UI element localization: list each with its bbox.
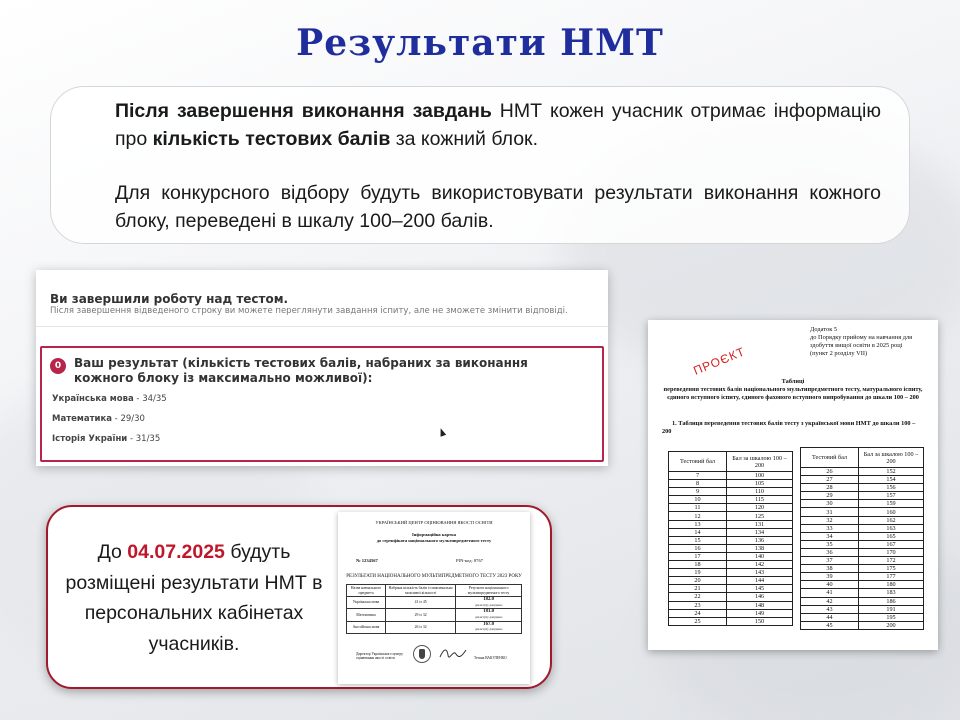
certificate-number: № 1234567 [356, 558, 378, 563]
table-row [801, 613, 924, 621]
table-row [347, 621, 522, 633]
cert-subject: Англійська мова [347, 621, 386, 633]
test-score-cell: 36 [801, 548, 859, 556]
table-row [801, 621, 924, 629]
table-row [669, 520, 793, 528]
col-scale-score: Бал за шкалою 100 – 200 [727, 452, 793, 472]
info-text-1: НМТ кожен учасник отримає інформацію про [115, 100, 881, 150]
test-score-cell: 27 [801, 476, 859, 484]
scale-score-cell: 145 [727, 585, 793, 593]
scale-score-cell: 157 [859, 492, 924, 500]
cert-col-subject: Назва навчального предмета [347, 585, 386, 597]
scale-score-cell: 160 [859, 508, 924, 516]
slide-title: Результати НМТ [296, 22, 664, 64]
certificate-pin: PIN-код: 8767 [456, 558, 484, 563]
certificate-table [346, 584, 522, 634]
test-score-cell: 43 [801, 605, 859, 613]
scale-score-cell: 159 [859, 500, 924, 508]
test-score-cell: 20 [669, 577, 727, 585]
scale-score-cell: 146 [727, 593, 793, 601]
callout-date: 04.07.2025 [127, 541, 225, 563]
test-score-cell: 45 [801, 621, 859, 629]
scale-score-cell: 143 [727, 569, 793, 577]
doc-subheading: 1. Таблиця переведення тестових балів тесту з української мови НМТ до шкали 100 – 200 [662, 420, 916, 435]
test-score-cell: 26 [801, 468, 859, 476]
callout-prefix: До [97, 541, 128, 563]
table-row [669, 496, 793, 504]
scale-score-cell: 138 [727, 544, 793, 552]
cert-subject: Українська мова [347, 597, 386, 609]
score-subject: Математика [52, 414, 112, 424]
test-score-cell: 23 [669, 601, 727, 609]
info-text-2: за кожний блок. [390, 128, 539, 150]
table-row [801, 581, 924, 589]
col-scale-score: Бал за шкалою 100 – 200 [859, 448, 924, 468]
scale-score-cell: 110 [727, 488, 793, 496]
test-score-cell: 9 [669, 488, 727, 496]
test-score-cell: 29 [801, 492, 859, 500]
cert-col-result: Результат національного мультипредметного тесту [456, 585, 522, 597]
table-row [347, 597, 522, 609]
doc-annex: Додаток 5 до Порядку прийому на навчання для здобуття вищої освіти в 2025 році (пункт 2 розділу VII) [810, 326, 913, 357]
test-score-cell: 19 [669, 569, 727, 577]
scale-score-cell: 200 [859, 621, 924, 629]
col-test-score: Тестовий бал [669, 452, 727, 472]
seal-icon [413, 645, 431, 663]
cert-points: 26 із 32 [386, 621, 456, 633]
table-row [347, 609, 522, 621]
cert-points: 29 із 32 [386, 609, 456, 621]
table-row [801, 532, 924, 540]
test-score-cell: 14 [669, 528, 727, 536]
score-row [52, 394, 167, 404]
result-badge: 0 [50, 358, 66, 374]
cert-col-points: Набрана кількість балів із максимально можливої кількості [386, 585, 456, 597]
table-row [669, 585, 793, 593]
table-row [669, 472, 793, 480]
test-score-cell: 44 [801, 613, 859, 621]
table-row [669, 593, 793, 601]
cert-points: 41 із 45 [386, 597, 456, 609]
scale-score-cell: 134 [727, 528, 793, 536]
table-row [669, 552, 793, 560]
test-score-cell: 35 [801, 540, 859, 548]
scale-score-cell: 131 [727, 520, 793, 528]
test-score-cell: 42 [801, 597, 859, 605]
table-row [801, 492, 924, 500]
cert-score: 182.0 [483, 597, 495, 603]
scale-score-cell: 195 [859, 613, 924, 621]
table-row [801, 605, 924, 613]
cert-score-cell [456, 609, 522, 621]
cert-note: для вступу допущено [474, 614, 503, 619]
certificate-org: УКРАЇНСЬКИЙ ЦЕНТР ОЦІНЮВАННЯ ЯКОСТІ ОСВІТИ [375, 520, 493, 525]
conversion-table-left [668, 451, 793, 626]
cert-score-cell [456, 597, 522, 609]
test-score-cell: 40 [801, 581, 859, 589]
cert-note: для вступу допущено [474, 602, 503, 607]
test-score-cell: 11 [669, 504, 727, 512]
table-row [801, 524, 924, 532]
test-score-cell: 32 [801, 516, 859, 524]
table-row [801, 540, 924, 548]
cert-score-cell [456, 621, 522, 633]
scale-score-cell: 167 [859, 540, 924, 548]
score-subject: Українська мова [52, 394, 134, 404]
cert-score: 181.0 [483, 609, 495, 615]
test-score-cell: 16 [669, 544, 727, 552]
table-row [669, 577, 793, 585]
table-row [669, 488, 793, 496]
table-row [669, 536, 793, 544]
test-score-cell: 37 [801, 557, 859, 565]
score-row [52, 414, 145, 424]
callout-suffix: будуть розміщені результати НМТ в персональних кабінетах учасників. [65, 541, 323, 655]
cert-score: 167.0 [483, 621, 495, 627]
table-row [669, 528, 793, 536]
info-bold-2: кількість тестових балів [152, 128, 391, 150]
mouse-cursor-icon [438, 427, 446, 437]
test-score-cell: 25 [669, 617, 727, 625]
scale-score-cell: 177 [859, 573, 924, 581]
table-row [801, 589, 924, 597]
scale-score-cell: 156 [859, 484, 924, 492]
scale-score-cell: 136 [727, 536, 793, 544]
test-score-cell: 17 [669, 552, 727, 560]
score-value: - 29/30 [111, 414, 145, 424]
table-row [669, 480, 793, 488]
table-row [801, 548, 924, 556]
scale-score-cell: 149 [727, 609, 793, 617]
test-score-cell: 41 [801, 589, 859, 597]
test-score-cell: 30 [801, 500, 859, 508]
col-test-score: Тестовий бал [801, 448, 859, 468]
test-score-cell: 10 [669, 496, 727, 504]
score-value: - 31/35 [127, 434, 161, 444]
test-score-cell: 15 [669, 536, 727, 544]
certificate-card-image [338, 512, 530, 684]
test-score-cell: 12 [669, 512, 727, 520]
test-score-cell: 22 [669, 593, 727, 601]
draft-stamp: ПРОЄКТ [691, 344, 748, 378]
scale-score-cell: 175 [859, 565, 924, 573]
score-row [52, 434, 160, 444]
test-score-cell: 38 [801, 565, 859, 573]
divider [36, 326, 608, 327]
conversion-table-document [648, 320, 938, 650]
table-row [669, 512, 793, 520]
table-row [669, 569, 793, 577]
score-subject: Історія України [52, 434, 128, 444]
scale-score-cell: 183 [859, 589, 924, 597]
certificate-signer-name: Тетяна ВАКУЛЕНКО [474, 656, 507, 660]
table-row [801, 565, 924, 573]
test-score-cell: 21 [669, 585, 727, 593]
score-value: - 34/35 [133, 394, 167, 404]
table-row [669, 609, 793, 617]
table-row [669, 504, 793, 512]
scale-score-cell: 125 [727, 512, 793, 520]
test-score-cell: 13 [669, 520, 727, 528]
test-score-cell: 33 [801, 524, 859, 532]
table-row [801, 557, 924, 565]
info-paragraph-2: Для конкурсного відбору будуть використовувати результати виконання кожного блоку, переведені в шкалу 100–200 балів. [115, 182, 881, 232]
table-row [801, 516, 924, 524]
scale-score-cell: 152 [859, 468, 924, 476]
info-bold-1: Після завершення виконання завдань [115, 100, 492, 122]
scale-score-cell: 144 [727, 577, 793, 585]
test-score-cell: 24 [669, 609, 727, 617]
scale-score-cell: 162 [859, 516, 924, 524]
test-score-cell: 18 [669, 561, 727, 569]
cert-subject: Математика [347, 609, 386, 621]
scale-score-cell: 140 [727, 552, 793, 560]
scale-score-cell: 105 [727, 480, 793, 488]
table-row [801, 500, 924, 508]
scale-score-cell: 148 [727, 601, 793, 609]
scale-score-cell: 180 [859, 581, 924, 589]
test-result-screenshot [36, 270, 608, 466]
test-score-cell: 31 [801, 508, 859, 516]
scale-score-cell: 142 [727, 561, 793, 569]
cert-note: для вступу допущено [474, 627, 503, 632]
table-row [801, 476, 924, 484]
table-row [801, 508, 924, 516]
test-done-title: Ви завершили роботу над тестом. [50, 292, 289, 306]
scale-score-cell: 186 [859, 597, 924, 605]
scale-score-cell: 115 [727, 496, 793, 504]
scale-score-cell: 170 [859, 548, 924, 556]
scale-score-cell: 150 [727, 617, 793, 625]
table-row [669, 561, 793, 569]
test-done-subtitle: Після завершення відведеного строку ви можете переглянути завдання іспиту, але не зможете змінити відповіді. [50, 306, 568, 316]
table-row [801, 597, 924, 605]
scale-score-cell: 191 [859, 605, 924, 613]
test-score-cell: 7 [669, 472, 727, 480]
result-card [40, 346, 604, 462]
scale-score-cell: 172 [859, 557, 924, 565]
test-score-cell: 8 [669, 480, 727, 488]
info-paragraph-1 [115, 97, 881, 153]
scale-score-cell: 120 [727, 504, 793, 512]
test-score-cell: 28 [801, 484, 859, 492]
certificate-title: Інформаційна картка до сертифіката національного мультипредметного тесту [376, 532, 492, 543]
table-row [801, 468, 924, 476]
doc-heading: Таблиці переведення тестових балів національного мультипредметного тесту, матурального іспиту, єдиного вступного іспиту, єдиного фахового вступного випробування до шкали 100 – 200 [663, 378, 923, 401]
certificate-signer: Директор Українського центру оцінювання якості освіти [356, 652, 404, 661]
table-row [669, 601, 793, 609]
table-row [669, 544, 793, 552]
test-score-cell: 39 [801, 573, 859, 581]
result-title: Ваш результат (кількість тестових балів, набраних за виконання кожного блоку із максимально можливої): [74, 356, 528, 385]
scale-score-cell: 154 [859, 476, 924, 484]
test-score-cell: 34 [801, 532, 859, 540]
certificate-results-heading: РЕЗУЛЬТАТИ НАЦІОНАЛЬНОГО МУЛЬТИПРЕДМЕТНОГО ТЕСТУ 2023 РОКУ [346, 574, 522, 579]
table-row [801, 484, 924, 492]
signature-icon [438, 646, 468, 660]
callout-text [58, 537, 330, 659]
scale-score-cell: 165 [859, 532, 924, 540]
scale-score-cell: 100 [727, 472, 793, 480]
scale-score-cell: 163 [859, 524, 924, 532]
table-row [801, 573, 924, 581]
table-row [669, 617, 793, 625]
info-box [50, 86, 910, 244]
conversion-table-right [800, 447, 924, 630]
